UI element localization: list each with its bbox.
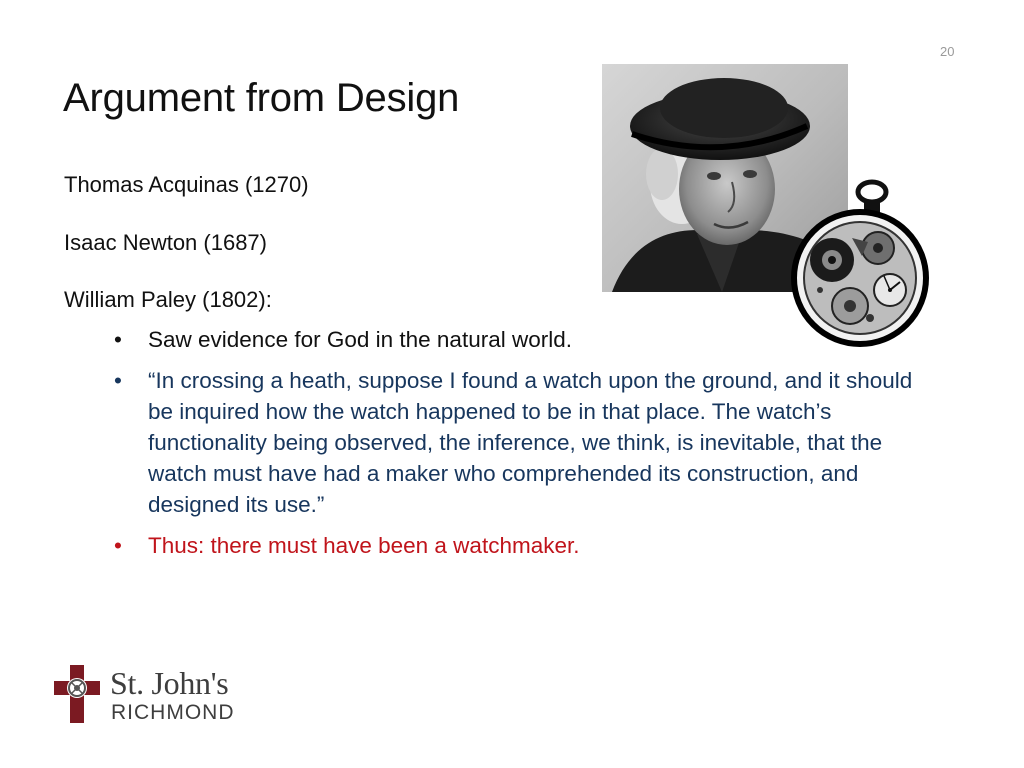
logo-city: RICHMOND <box>111 701 235 724</box>
celtic-cross-icon <box>54 665 100 723</box>
pocket-watch-image <box>790 178 930 348</box>
bullet-item <box>112 530 942 561</box>
line-paley: William Paley (1802): <box>64 287 272 312</box>
bullet-dot: • <box>114 327 122 352</box>
logo-name: St. John's <box>110 665 229 701</box>
bullet-dot: • <box>114 368 122 393</box>
pocket-watch-icon <box>790 178 930 348</box>
line-newton: Isaac Newton (1687) <box>64 230 267 255</box>
bullet-text: Thus: there must have been a watchmaker. <box>148 533 580 558</box>
st-johns-logo <box>54 663 264 725</box>
bullet-dot: • <box>114 533 122 558</box>
bullet-item <box>112 365 942 520</box>
bullet-text: Saw evidence for God in the natural world. <box>148 327 572 352</box>
bullet-list <box>112 324 942 571</box>
bullet-text: “In crossing a heath, suppose I found a watch upon the ground, and it should be inquired how the watch happened to be in that place. The watch’s functionality being observed, the inference, we think, is inevitable, that the watch must have had a maker who comprehended its construction, and designed its use.” <box>148 368 913 517</box>
page-number: 20 <box>940 44 955 59</box>
slide-title: Argument from Design <box>63 76 460 120</box>
line-aquinas: Thomas Acquinas (1270) <box>64 172 309 197</box>
